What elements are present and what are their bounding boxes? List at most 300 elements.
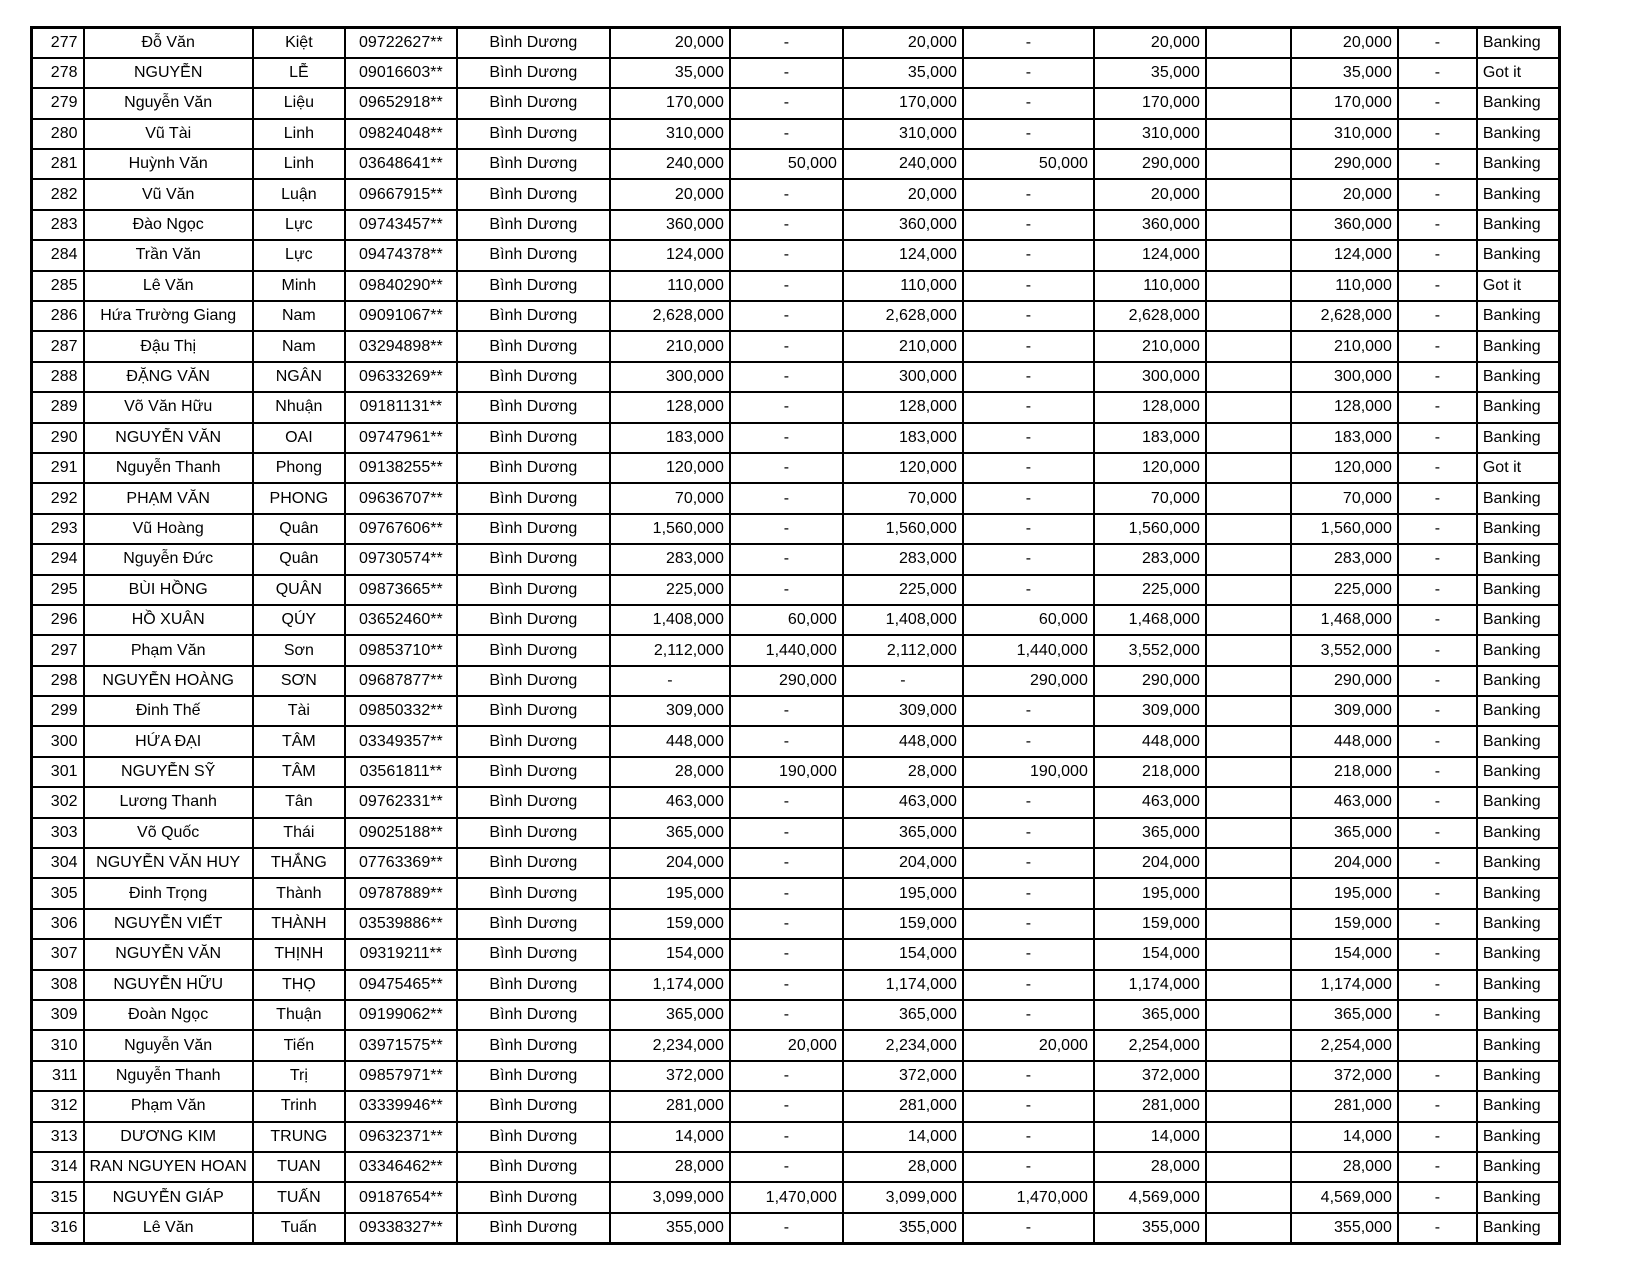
cell-phone-masked: 09338327**	[345, 1213, 457, 1243]
cell-last-name: Nguyễn Thanh	[84, 1061, 253, 1091]
cell-dash: -	[1398, 1213, 1477, 1243]
cell-amount-4: -	[963, 179, 1094, 209]
cell-amount-1: 120,000	[610, 453, 730, 483]
cell-status: Banking	[1477, 666, 1560, 696]
cell-amount-4: -	[963, 1122, 1094, 1152]
cell-spacer	[1206, 179, 1291, 209]
cell-amount-2: -	[730, 544, 843, 574]
cell-row-number: 299	[32, 696, 84, 726]
cell-amount-total: 124,000	[1094, 240, 1206, 270]
cell-amount-2: 50,000	[730, 149, 843, 179]
cell-province: Bình Dương	[457, 878, 610, 908]
cell-amount-4: -	[963, 423, 1094, 453]
cell-phone-masked: 09840290**	[345, 271, 457, 301]
cell-amount-4: 290,000	[963, 666, 1094, 696]
cell-dash: -	[1398, 210, 1477, 240]
cell-phone-masked: 09824048**	[345, 119, 457, 149]
cell-amount-2: -	[730, 1122, 843, 1152]
cell-first-name: Linh	[253, 149, 345, 179]
cell-status: Got it	[1477, 453, 1560, 483]
cell-amount-3: 20,000	[843, 179, 963, 209]
cell-amount-2: -	[730, 1213, 843, 1243]
cell-amount-3: 159,000	[843, 909, 963, 939]
cell-phone-masked: 09722627**	[345, 28, 457, 58]
cell-spacer	[1206, 331, 1291, 361]
cell-amount-final: 309,000	[1291, 696, 1398, 726]
cell-dash: -	[1398, 119, 1477, 149]
cell-spacer	[1206, 757, 1291, 787]
cell-last-name: Đào Ngọc	[84, 210, 253, 240]
cell-last-name: Võ Văn Hữu	[84, 392, 253, 422]
table-row	[32, 240, 1560, 270]
cell-last-name: Nguyễn Đức	[84, 544, 253, 574]
cell-amount-2: -	[730, 1152, 843, 1182]
cell-amount-4: -	[963, 575, 1094, 605]
cell-amount-3: 128,000	[843, 392, 963, 422]
cell-last-name: NGUYỄN HỮU	[84, 970, 253, 1000]
cell-amount-total: 1,560,000	[1094, 514, 1206, 544]
cell-first-name: THỊNH	[253, 939, 345, 969]
cell-amount-3: 204,000	[843, 848, 963, 878]
cell-amount-total: 14,000	[1094, 1122, 1206, 1152]
cell-status: Banking	[1477, 848, 1560, 878]
cell-amount-2: -	[730, 726, 843, 756]
cell-dash: -	[1398, 149, 1477, 179]
cell-last-name: Hứa Trường Giang	[84, 301, 253, 331]
cell-amount-1: 448,000	[610, 726, 730, 756]
cell-row-number: 285	[32, 271, 84, 301]
cell-row-number: 284	[32, 240, 84, 270]
cell-dash: -	[1398, 848, 1477, 878]
cell-amount-final: 225,000	[1291, 575, 1398, 605]
cell-province: Bình Dương	[457, 1000, 610, 1030]
cell-amount-2: -	[730, 939, 843, 969]
cell-amount-3: 309,000	[843, 696, 963, 726]
cell-last-name: Vũ Tài	[84, 119, 253, 149]
cell-dash: -	[1398, 240, 1477, 270]
cell-first-name: PHONG	[253, 483, 345, 513]
cell-amount-final: 20,000	[1291, 179, 1398, 209]
cell-amount-3: 463,000	[843, 787, 963, 817]
cell-amount-1: 1,560,000	[610, 514, 730, 544]
cell-province: Bình Dương	[457, 787, 610, 817]
cell-phone-masked: 09857971**	[345, 1061, 457, 1091]
cell-amount-total: 365,000	[1094, 818, 1206, 848]
cell-phone-masked: 07763369**	[345, 848, 457, 878]
cell-dash: -	[1398, 453, 1477, 483]
table-row	[32, 1091, 1560, 1121]
table-row	[32, 1182, 1560, 1212]
cell-amount-3: 28,000	[843, 1152, 963, 1182]
cell-spacer	[1206, 787, 1291, 817]
cell-amount-total: 281,000	[1094, 1091, 1206, 1121]
cell-amount-total: 210,000	[1094, 331, 1206, 361]
cell-amount-2: -	[730, 88, 843, 118]
cell-amount-total: 28,000	[1094, 1152, 1206, 1182]
cell-amount-1: 365,000	[610, 1000, 730, 1030]
cell-dash: -	[1398, 696, 1477, 726]
cell-row-number: 304	[32, 848, 84, 878]
cell-amount-4: -	[963, 514, 1094, 544]
cell-phone-masked: 09853710**	[345, 635, 457, 665]
cell-amount-total: 365,000	[1094, 1000, 1206, 1030]
cell-status: Banking	[1477, 1030, 1560, 1060]
cell-dash: -	[1398, 88, 1477, 118]
cell-amount-total: 159,000	[1094, 909, 1206, 939]
table-row	[32, 1122, 1560, 1152]
cell-spacer	[1206, 666, 1291, 696]
cell-status: Banking	[1477, 575, 1560, 605]
cell-row-number: 311	[32, 1061, 84, 1091]
cell-row-number: 283	[32, 210, 84, 240]
cell-spacer	[1206, 635, 1291, 665]
cell-spacer	[1206, 696, 1291, 726]
cell-amount-final: 120,000	[1291, 453, 1398, 483]
cell-amount-1: 283,000	[610, 544, 730, 574]
cell-amount-1: 300,000	[610, 362, 730, 392]
table-row	[32, 392, 1560, 422]
cell-amount-4: -	[963, 58, 1094, 88]
cell-status: Banking	[1477, 362, 1560, 392]
cell-phone-masked: 09632371**	[345, 1122, 457, 1152]
cell-phone-masked: 09767606**	[345, 514, 457, 544]
cell-province: Bình Dương	[457, 514, 610, 544]
cell-amount-total: 1,468,000	[1094, 605, 1206, 635]
cell-spacer	[1206, 423, 1291, 453]
cell-amount-final: 128,000	[1291, 392, 1398, 422]
cell-amount-4: -	[963, 453, 1094, 483]
cell-row-number: 308	[32, 970, 84, 1000]
cell-amount-1: 35,000	[610, 58, 730, 88]
cell-amount-3: 355,000	[843, 1213, 963, 1243]
cell-first-name: TUẤN	[253, 1182, 345, 1212]
cell-row-number: 307	[32, 939, 84, 969]
cell-amount-final: 463,000	[1291, 787, 1398, 817]
cell-status: Got it	[1477, 58, 1560, 88]
cell-amount-2: -	[730, 848, 843, 878]
cell-row-number: 314	[32, 1152, 84, 1182]
cell-row-number: 296	[32, 605, 84, 635]
table-body	[32, 28, 1560, 1244]
cell-province: Bình Dương	[457, 119, 610, 149]
cell-spacer	[1206, 939, 1291, 969]
cell-amount-2: -	[730, 271, 843, 301]
cell-province: Bình Dương	[457, 483, 610, 513]
cell-row-number: 278	[32, 58, 84, 88]
cell-dash: -	[1398, 575, 1477, 605]
cell-amount-4: -	[963, 544, 1094, 574]
cell-amount-4: -	[963, 483, 1094, 513]
cell-row-number: 300	[32, 726, 84, 756]
cell-phone-masked: 09730574**	[345, 544, 457, 574]
cell-last-name: NGUYỄN HOÀNG	[84, 666, 253, 696]
cell-phone-masked: 09475465**	[345, 970, 457, 1000]
cell-amount-1: 210,000	[610, 331, 730, 361]
table-row	[32, 635, 1560, 665]
cell-amount-final: 195,000	[1291, 878, 1398, 908]
cell-province: Bình Dương	[457, 240, 610, 270]
cell-amount-1: 154,000	[610, 939, 730, 969]
cell-province: Bình Dương	[457, 453, 610, 483]
cell-first-name: SƠN	[253, 666, 345, 696]
cell-amount-4: -	[963, 726, 1094, 756]
cell-amount-2: -	[730, 696, 843, 726]
cell-amount-4: -	[963, 331, 1094, 361]
cell-province: Bình Dương	[457, 575, 610, 605]
cell-status: Banking	[1477, 392, 1560, 422]
cell-amount-2: 1,470,000	[730, 1182, 843, 1212]
cell-dash: -	[1398, 544, 1477, 574]
cell-amount-final: 14,000	[1291, 1122, 1398, 1152]
cell-last-name: BÙI HỒNG	[84, 575, 253, 605]
cell-amount-2: -	[730, 909, 843, 939]
cell-status: Banking	[1477, 939, 1560, 969]
cell-amount-4: 190,000	[963, 757, 1094, 787]
cell-amount-total: 310,000	[1094, 119, 1206, 149]
cell-spacer	[1206, 58, 1291, 88]
cell-first-name: THỌ	[253, 970, 345, 1000]
cell-amount-4: -	[963, 1213, 1094, 1243]
cell-row-number: 289	[32, 392, 84, 422]
cell-phone-masked: 09016603**	[345, 58, 457, 88]
table-row	[32, 28, 1560, 58]
cell-phone-masked: 09636707**	[345, 483, 457, 513]
cell-province: Bình Dương	[457, 88, 610, 118]
table-row	[32, 88, 1560, 118]
cell-dash: -	[1398, 423, 1477, 453]
cell-row-number: 305	[32, 878, 84, 908]
cell-province: Bình Dương	[457, 1152, 610, 1182]
cell-amount-2: -	[730, 878, 843, 908]
cell-row-number: 287	[32, 331, 84, 361]
cell-spacer	[1206, 1000, 1291, 1030]
cell-spacer	[1206, 271, 1291, 301]
cell-dash: -	[1398, 362, 1477, 392]
cell-amount-4: -	[963, 787, 1094, 817]
cell-row-number: 297	[32, 635, 84, 665]
cell-dash	[1398, 1030, 1477, 1060]
cell-spacer	[1206, 970, 1291, 1000]
cell-amount-3: 2,234,000	[843, 1030, 963, 1060]
table-row	[32, 514, 1560, 544]
cell-amount-2: -	[730, 58, 843, 88]
cell-row-number: 293	[32, 514, 84, 544]
cell-amount-1: 2,234,000	[610, 1030, 730, 1060]
cell-row-number: 302	[32, 787, 84, 817]
cell-amount-4: -	[963, 939, 1094, 969]
cell-status: Got it	[1477, 271, 1560, 301]
cell-amount-1: 310,000	[610, 119, 730, 149]
cell-province: Bình Dương	[457, 362, 610, 392]
cell-dash: -	[1398, 605, 1477, 635]
cell-amount-1: 309,000	[610, 696, 730, 726]
cell-spacer	[1206, 1182, 1291, 1212]
cell-amount-final: 355,000	[1291, 1213, 1398, 1243]
cell-row-number: 286	[32, 301, 84, 331]
cell-spacer	[1206, 1091, 1291, 1121]
cell-last-name: Lê Văn	[84, 271, 253, 301]
cell-province: Bình Dương	[457, 666, 610, 696]
cell-amount-2: -	[730, 1091, 843, 1121]
cell-last-name: NGUYỄN VĂN HUY	[84, 848, 253, 878]
cell-dash: -	[1398, 483, 1477, 513]
cell-amount-2: -	[730, 28, 843, 58]
cell-province: Bình Dương	[457, 58, 610, 88]
cell-first-name: NGÂN	[253, 362, 345, 392]
cell-status: Banking	[1477, 544, 1560, 574]
cell-status: Banking	[1477, 179, 1560, 209]
table-row	[32, 453, 1560, 483]
cell-spacer	[1206, 878, 1291, 908]
cell-amount-final: 1,560,000	[1291, 514, 1398, 544]
cell-phone-masked: 09873665**	[345, 575, 457, 605]
cell-row-number: 280	[32, 119, 84, 149]
cell-amount-total: 372,000	[1094, 1061, 1206, 1091]
cell-amount-2: -	[730, 1000, 843, 1030]
cell-amount-1: 2,628,000	[610, 301, 730, 331]
cell-phone-masked: 09187654**	[345, 1182, 457, 1212]
cell-amount-final: 2,254,000	[1291, 1030, 1398, 1060]
cell-dash: -	[1398, 787, 1477, 817]
table-row	[32, 1213, 1560, 1243]
cell-row-number: 310	[32, 1030, 84, 1060]
cell-first-name: Tân	[253, 787, 345, 817]
cell-phone-masked: 03349357**	[345, 726, 457, 756]
cell-province: Bình Dương	[457, 818, 610, 848]
cell-first-name: Kiệt	[253, 28, 345, 58]
cell-last-name: Đinh Trọng	[84, 878, 253, 908]
cell-status: Banking	[1477, 331, 1560, 361]
cell-status: Banking	[1477, 240, 1560, 270]
cell-spacer	[1206, 1213, 1291, 1243]
cell-amount-total: 283,000	[1094, 544, 1206, 574]
cell-first-name: Sơn	[253, 635, 345, 665]
cell-status: Banking	[1477, 1091, 1560, 1121]
table-row	[32, 119, 1560, 149]
cell-amount-3: 365,000	[843, 818, 963, 848]
cell-amount-1: 20,000	[610, 179, 730, 209]
cell-spacer	[1206, 240, 1291, 270]
cell-phone-masked: 03971575**	[345, 1030, 457, 1060]
table-row	[32, 970, 1560, 1000]
cell-first-name: Tiến	[253, 1030, 345, 1060]
cell-last-name: NGUYỄN VIẾT	[84, 909, 253, 939]
cell-status: Banking	[1477, 1213, 1560, 1243]
cell-status: Banking	[1477, 301, 1560, 331]
cell-amount-final: 2,628,000	[1291, 301, 1398, 331]
cell-province: Bình Dương	[457, 423, 610, 453]
cell-status: Banking	[1477, 210, 1560, 240]
cell-amount-3: 283,000	[843, 544, 963, 574]
cell-spacer	[1206, 818, 1291, 848]
cell-last-name: Vũ Hoàng	[84, 514, 253, 544]
cell-dash: -	[1398, 1091, 1477, 1121]
cell-amount-final: 110,000	[1291, 271, 1398, 301]
cell-amount-3: 124,000	[843, 240, 963, 270]
cell-amount-final: 218,000	[1291, 757, 1398, 787]
cell-amount-4: -	[963, 1152, 1094, 1182]
cell-row-number: 316	[32, 1213, 84, 1243]
cell-spacer	[1206, 119, 1291, 149]
cell-row-number: 292	[32, 483, 84, 513]
cell-amount-4: -	[963, 696, 1094, 726]
table-row	[32, 1000, 1560, 1030]
cell-amount-total: 4,569,000	[1094, 1182, 1206, 1212]
cell-amount-1: 360,000	[610, 210, 730, 240]
cell-first-name: THÀNH	[253, 909, 345, 939]
cell-amount-4: -	[963, 271, 1094, 301]
cell-amount-3: 120,000	[843, 453, 963, 483]
cell-dash: -	[1398, 1122, 1477, 1152]
cell-amount-4: -	[963, 1091, 1094, 1121]
cell-amount-2: -	[730, 423, 843, 453]
table-row	[32, 423, 1560, 453]
cell-amount-4: -	[963, 1000, 1094, 1030]
cell-phone-masked: 09091067**	[345, 301, 457, 331]
cell-dash: -	[1398, 58, 1477, 88]
cell-dash: -	[1398, 878, 1477, 908]
cell-amount-total: 183,000	[1094, 423, 1206, 453]
cell-amount-total: 154,000	[1094, 939, 1206, 969]
cell-last-name: NGUYỄN SỸ	[84, 757, 253, 787]
cell-last-name: Lê Văn	[84, 1213, 253, 1243]
cell-amount-1: -	[610, 666, 730, 696]
cell-last-name: Võ Quốc	[84, 818, 253, 848]
table-row	[32, 818, 1560, 848]
cell-amount-final: 283,000	[1291, 544, 1398, 574]
cell-spacer	[1206, 453, 1291, 483]
table-row	[32, 939, 1560, 969]
cell-last-name: HỨA ĐẠI	[84, 726, 253, 756]
cell-province: Bình Dương	[457, 210, 610, 240]
cell-amount-1: 110,000	[610, 271, 730, 301]
cell-first-name: Thành	[253, 878, 345, 908]
cell-dash: -	[1398, 28, 1477, 58]
cell-amount-final: 360,000	[1291, 210, 1398, 240]
cell-status: Banking	[1477, 149, 1560, 179]
table-row	[32, 149, 1560, 179]
cell-status: Banking	[1477, 1182, 1560, 1212]
cell-amount-3: 20,000	[843, 28, 963, 58]
cell-first-name: Quân	[253, 514, 345, 544]
table-row	[32, 726, 1560, 756]
cell-amount-3: 70,000	[843, 483, 963, 513]
cell-last-name: NGUYỄN VĂN	[84, 939, 253, 969]
cell-amount-4: 20,000	[963, 1030, 1094, 1060]
table-row	[32, 878, 1560, 908]
cell-amount-final: 170,000	[1291, 88, 1398, 118]
cell-row-number: 279	[32, 88, 84, 118]
cell-dash: -	[1398, 301, 1477, 331]
cell-amount-1: 225,000	[610, 575, 730, 605]
cell-amount-4: 60,000	[963, 605, 1094, 635]
cell-phone-masked: 09787889**	[345, 878, 457, 908]
table-row	[32, 1061, 1560, 1091]
cell-amount-3: -	[843, 666, 963, 696]
cell-last-name: Nguyễn Văn	[84, 88, 253, 118]
cell-province: Bình Dương	[457, 848, 610, 878]
cell-province: Bình Dương	[457, 149, 610, 179]
cell-spacer	[1206, 1152, 1291, 1182]
cell-amount-final: 210,000	[1291, 331, 1398, 361]
cell-amount-final: 372,000	[1291, 1061, 1398, 1091]
cell-province: Bình Dương	[457, 757, 610, 787]
cell-first-name: Lực	[253, 210, 345, 240]
table-row	[32, 1030, 1560, 1060]
cell-dash: -	[1398, 970, 1477, 1000]
cell-row-number: 281	[32, 149, 84, 179]
cell-status: Banking	[1477, 119, 1560, 149]
